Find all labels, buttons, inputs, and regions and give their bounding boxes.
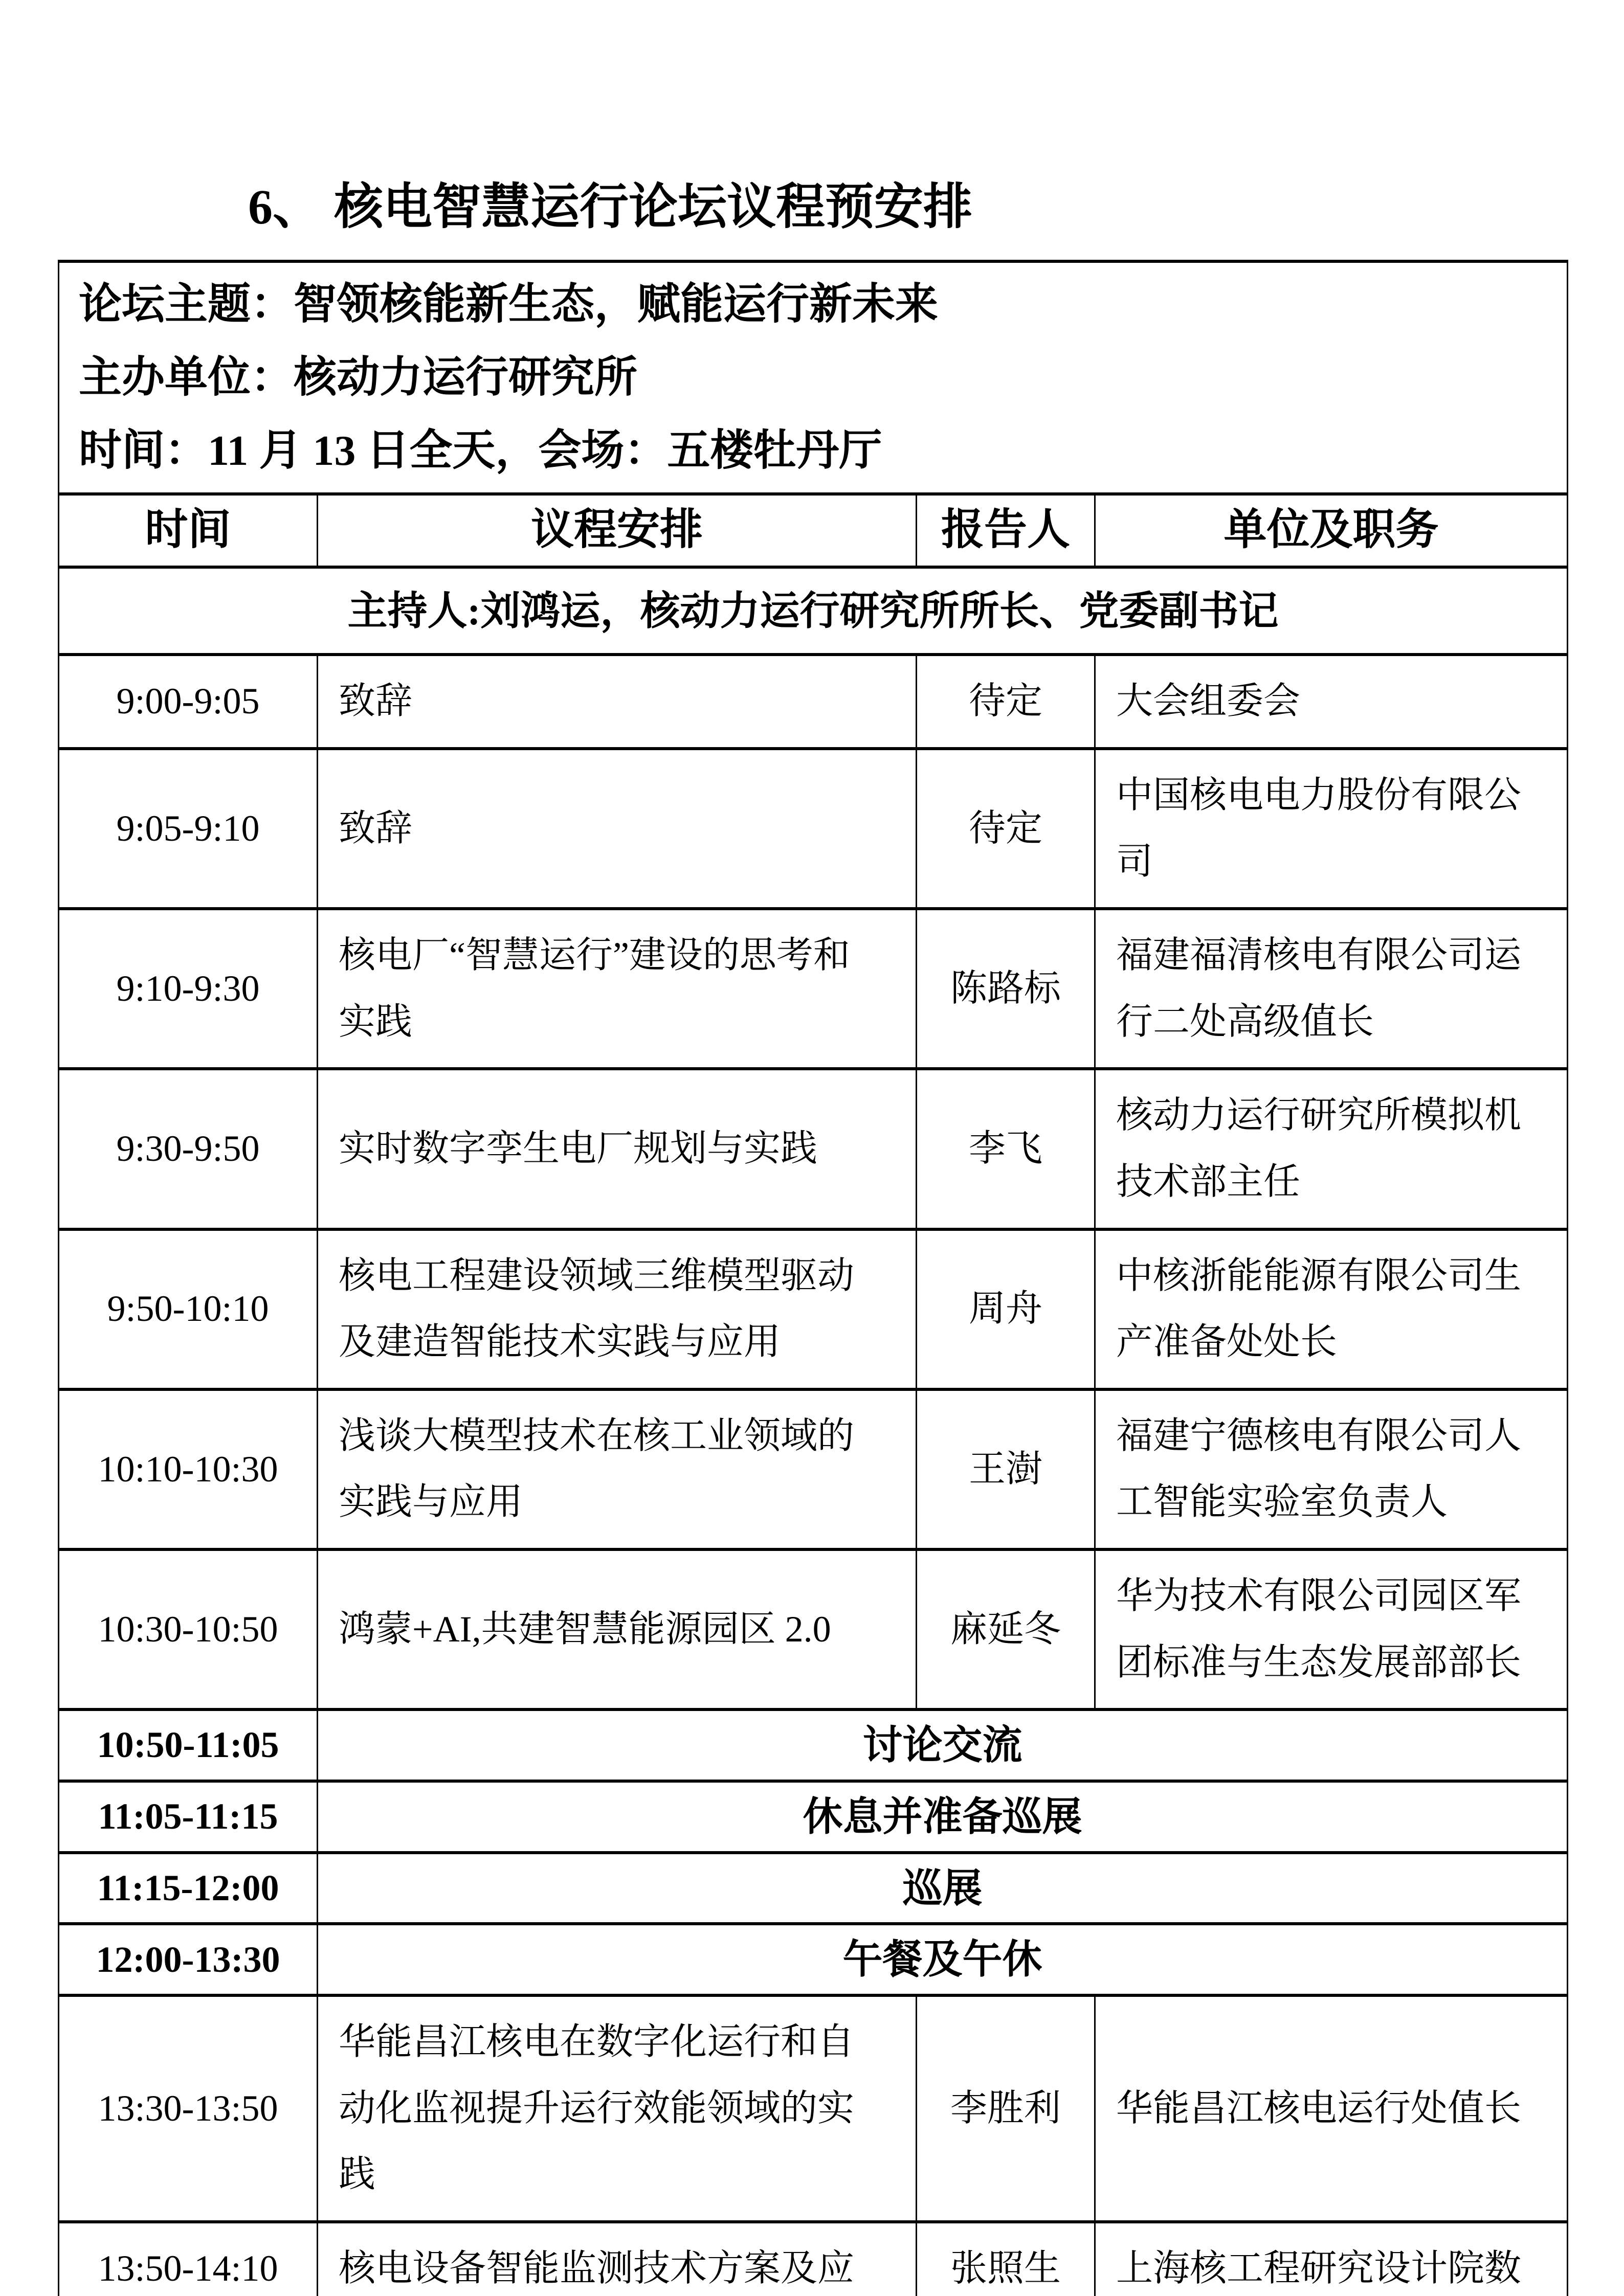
session-topic: 致辞 [318,655,917,749]
break-label: 巡展 [318,1853,1568,1924]
session-row [59,1229,1568,1389]
forum-info-row [59,261,1568,494]
session-unit: 福建宁德核电有限公司人工智能实验室负责人 [1095,1389,1568,1549]
session-speaker: 李胜利 [917,1995,1095,2222]
session-row [59,1549,1568,1709]
session-unit: 中国核电电力股份有限公司 [1095,749,1568,909]
break-label: 休息并准备巡展 [318,1781,1568,1853]
break-row [59,1781,1568,1853]
column-header-row [59,494,1568,567]
break-time: 11:15-12:00 [59,1853,318,1924]
session-time: 9:05-9:10 [59,749,318,909]
session-unit: 华能昌江核电运行处值长 [1095,1995,1568,2222]
session-unit: 上海核工程研究设计院数 [1095,2222,1568,2296]
session-topic: 核电工程建设领域三维模型驱动及建造智能技术实践与应用 [318,1229,917,1389]
break-time: 11:05-11:15 [59,1781,318,1853]
session-topic: 核电厂“智慧运行”建设的思考和实践 [318,909,917,1069]
session-row [59,1389,1568,1549]
forum-info-cell [59,261,1568,494]
col-header-speaker: 报告人 [917,494,1095,567]
forum-theme: 论坛主题：智领核能新生态，赋能运行新未来 [79,281,939,329]
page-title: 6、 核电智慧运行论坛议程预安排 [248,179,972,234]
session-time: 9:30-9:50 [59,1069,318,1229]
session-row [59,749,1568,909]
session-time: 13:30-13:50 [59,1995,318,2222]
session-topic: 浅谈大模型技术在核工业领域的实践与应用 [318,1389,917,1549]
agenda-table [58,260,1568,2296]
session-unit: 核动力运行研究所模拟机技术部主任 [1095,1069,1568,1229]
session-time: 9:00-9:05 [59,655,318,749]
break-row [59,1853,1568,1924]
break-time: 10:50-11:05 [59,1709,318,1781]
session-topic: 鸿蒙+AI,共建智慧能源园区 2.0 [318,1549,917,1709]
session-speaker: 待定 [917,655,1095,749]
forum-organizer: 主办单位：核动力运行研究所 [79,354,638,402]
session-unit: 中核浙能能源有限公司生产准备处处长 [1095,1229,1568,1389]
session-time: 9:50-10:10 [59,1229,318,1389]
session-time: 10:10-10:30 [59,1389,318,1549]
session-unit: 华为技术有限公司园区军团标准与生态发展部部长 [1095,1549,1568,1709]
session-time: 10:30-10:50 [59,1549,318,1709]
session-row [59,655,1568,749]
session-time: 9:10-9:30 [59,909,318,1069]
col-header-time: 时间 [59,494,318,567]
session-topic: 核电设备智能监测技术方案及应 [318,2222,917,2296]
session-row [59,1995,1568,2222]
host-info: 主持人:刘鸿运，核动力运行研究所所长、党委副书记 [59,567,1568,655]
break-label: 讨论交流 [318,1709,1568,1781]
session-speaker: 麻延冬 [917,1549,1095,1709]
session-row [59,2222,1568,2296]
session-row [59,909,1568,1069]
host-row [59,567,1568,655]
session-unit: 福建福清核电有限公司运行二处高级值长 [1095,909,1568,1069]
break-time: 12:00-13:30 [59,1924,318,1995]
break-label: 午餐及午休 [318,1924,1568,1995]
break-row [59,1924,1568,1995]
session-topic: 致辞 [318,749,917,909]
break-row [59,1709,1568,1781]
session-topic: 实时数字孪生电厂规划与实践 [318,1069,917,1229]
session-speaker: 王澍 [917,1389,1095,1549]
forum-time-venue: 时间：11 月 13 日全天，会场：五楼牡丹厅 [79,427,882,475]
col-header-unit: 单位及职务 [1095,494,1568,567]
session-time: 13:50-14:10 [59,2222,318,2296]
col-header-agenda: 议程安排 [318,494,917,567]
session-row [59,1069,1568,1229]
session-unit: 大会组委会 [1095,655,1568,749]
session-speaker: 李飞 [917,1069,1095,1229]
session-speaker: 周舟 [917,1229,1095,1389]
session-speaker: 待定 [917,749,1095,909]
session-speaker: 陈路标 [917,909,1095,1069]
session-topic: 华能昌江核电在数字化运行和自动化监视提升运行效能领域的实践 [318,1995,917,2222]
session-speaker: 张照生 [917,2222,1095,2296]
